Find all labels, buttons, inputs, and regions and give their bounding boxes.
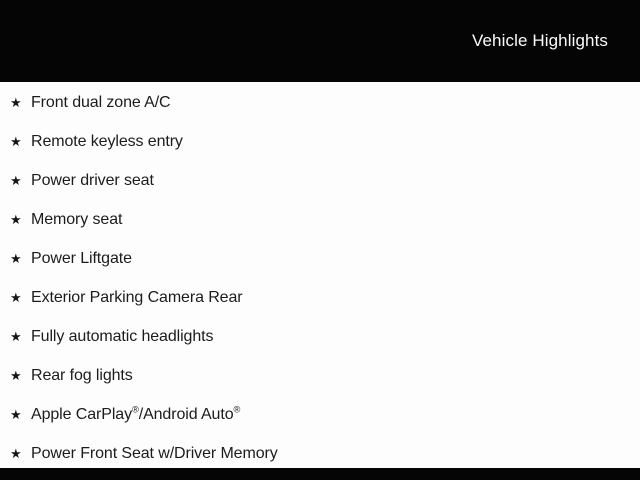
list-item [0, 200, 640, 239]
star-icon: ★ [10, 368, 22, 383]
list-item [0, 434, 640, 468]
star-icon: ★ [10, 407, 22, 422]
highlight-label: Power Liftgate [31, 249, 132, 267]
header-banner [0, 0, 640, 82]
star-icon: ★ [10, 212, 22, 227]
star-icon: ★ [10, 290, 22, 305]
highlight-label: Power driver seat [31, 171, 154, 189]
highlights-content [0, 82, 640, 468]
list-item [0, 395, 640, 434]
list-item [0, 83, 640, 122]
highlight-label: Exterior Parking Camera Rear [31, 288, 243, 306]
star-icon: ★ [10, 173, 22, 188]
list-item [0, 278, 640, 317]
page-title: Vehicle Highlights [472, 31, 608, 50]
star-icon: ★ [10, 95, 22, 110]
footer-bar [0, 468, 640, 480]
star-icon: ★ [10, 251, 22, 266]
list-item [0, 161, 640, 200]
highlight-label: Power Front Seat w/Driver Memory [31, 444, 278, 462]
highlights-list [0, 82, 640, 468]
highlight-label: Front dual zone A/C [31, 93, 171, 111]
list-item [0, 122, 640, 161]
list-item [0, 356, 640, 395]
star-icon: ★ [10, 329, 22, 344]
list-item [0, 317, 640, 356]
highlight-label: Memory seat [31, 210, 123, 228]
highlight-label: Remote keyless entry [31, 132, 183, 150]
highlight-label: Rear fog lights [31, 366, 133, 384]
highlight-label: Apple CarPlay®/Android Auto® [31, 404, 241, 423]
star-icon: ★ [10, 446, 22, 461]
star-icon: ★ [10, 134, 22, 149]
list-item [0, 239, 640, 278]
highlight-label: Fully automatic headlights [31, 327, 214, 345]
